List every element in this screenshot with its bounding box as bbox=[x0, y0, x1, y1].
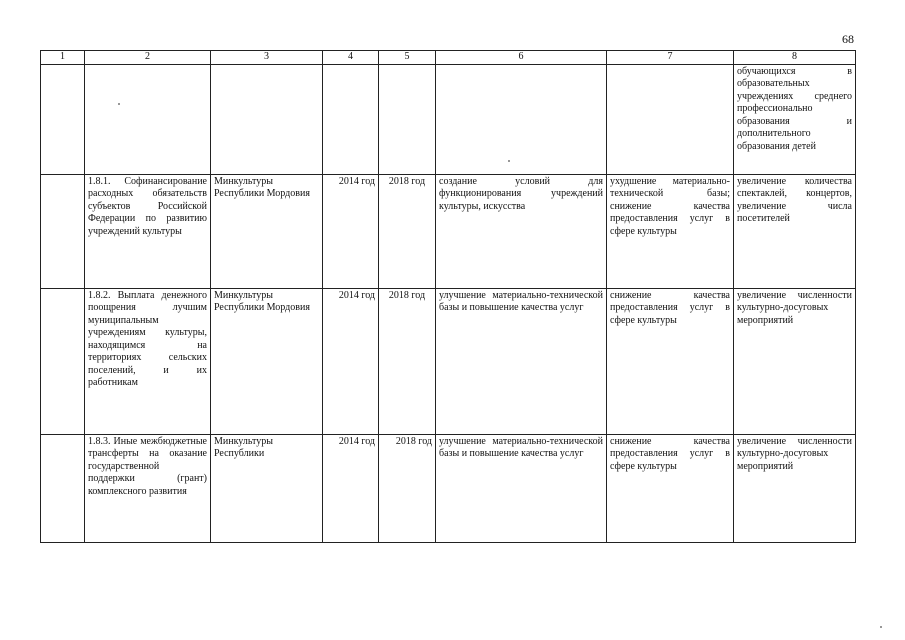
table-cell: 2018 год bbox=[379, 174, 436, 288]
table-cell bbox=[41, 64, 85, 174]
table-cell bbox=[41, 288, 85, 434]
table-cell: Минкультуры Республики Мордовия bbox=[211, 174, 323, 288]
table-cell bbox=[436, 64, 607, 174]
table-cell: 1.8.1. Софинансирование расходных обязательств субъектов Российской Федерации по развитию учреждений культуры bbox=[85, 174, 211, 288]
column-header: 7 bbox=[607, 51, 734, 65]
scan-speck bbox=[880, 626, 882, 628]
table-row bbox=[41, 174, 856, 288]
scan-speck bbox=[508, 160, 510, 162]
column-header: 8 bbox=[734, 51, 856, 65]
table-cell: 2014 год bbox=[323, 288, 379, 434]
column-header: 1 bbox=[41, 51, 85, 65]
table-cell bbox=[41, 434, 85, 542]
table-cell: 2018 год bbox=[379, 288, 436, 434]
page-number: 68 bbox=[842, 32, 854, 46]
table-row bbox=[41, 64, 856, 174]
table-cell: 1.8.3. Иные межбюджетные трансферты на оказание государственной поддержки (грант) комплексного развития bbox=[85, 434, 211, 542]
table-cell: Минкультуры Республики Мордовия bbox=[211, 288, 323, 434]
table-cell: увеличение численности культурно-досуговых мероприятий bbox=[734, 434, 856, 542]
table-header-row bbox=[41, 51, 856, 65]
column-header: 2 bbox=[85, 51, 211, 65]
table-cell: улучшение материально-технической базы и повышение качества услуг bbox=[436, 288, 607, 434]
table-cell: Минкультуры Республики bbox=[211, 434, 323, 542]
column-header: 3 bbox=[211, 51, 323, 65]
scan-speck bbox=[118, 103, 120, 105]
table-row bbox=[41, 434, 856, 542]
table-row bbox=[41, 288, 856, 434]
column-header: 4 bbox=[323, 51, 379, 65]
table-cell: снижение качества предоставления услуг в сфере культуры bbox=[607, 434, 734, 542]
table-cell bbox=[41, 174, 85, 288]
table-cell: 2014 год bbox=[323, 174, 379, 288]
table-cell bbox=[379, 64, 436, 174]
column-header: 6 bbox=[436, 51, 607, 65]
table-cell bbox=[607, 64, 734, 174]
table-cell bbox=[85, 64, 211, 174]
program-table bbox=[40, 50, 856, 543]
table-cell: обучающихся в образовательных учреждениях среднего профессионально образования и дополнительного образования детей bbox=[734, 64, 856, 174]
table-cell: увеличение численности культурно-досуговых мероприятий bbox=[734, 288, 856, 434]
table-cell: ухудшение материально-технической базы; снижение качества предоставления услуг в сфере культуры bbox=[607, 174, 734, 288]
table-cell bbox=[211, 64, 323, 174]
table-cell: 2018 год bbox=[379, 434, 436, 542]
table-cell bbox=[323, 64, 379, 174]
table-cell: улучшение материально-технической базы и повышение качества услуг bbox=[436, 434, 607, 542]
table-cell: снижение качества предоставления услуг в сфере культуры bbox=[607, 288, 734, 434]
column-header: 5 bbox=[379, 51, 436, 65]
table-cell: увеличение количества спектаклей, концертов, увеличение числа посетителей bbox=[734, 174, 856, 288]
table-cell: создание условий для функционирования учреждений культуры, искусства bbox=[436, 174, 607, 288]
table-cell: 2014 год bbox=[323, 434, 379, 542]
table-cell: 1.8.2. Выплата денежного поощрения лучшим муниципальным учреждениям культуры, находящимся на территориях сельских поселений, и их работникам bbox=[85, 288, 211, 434]
